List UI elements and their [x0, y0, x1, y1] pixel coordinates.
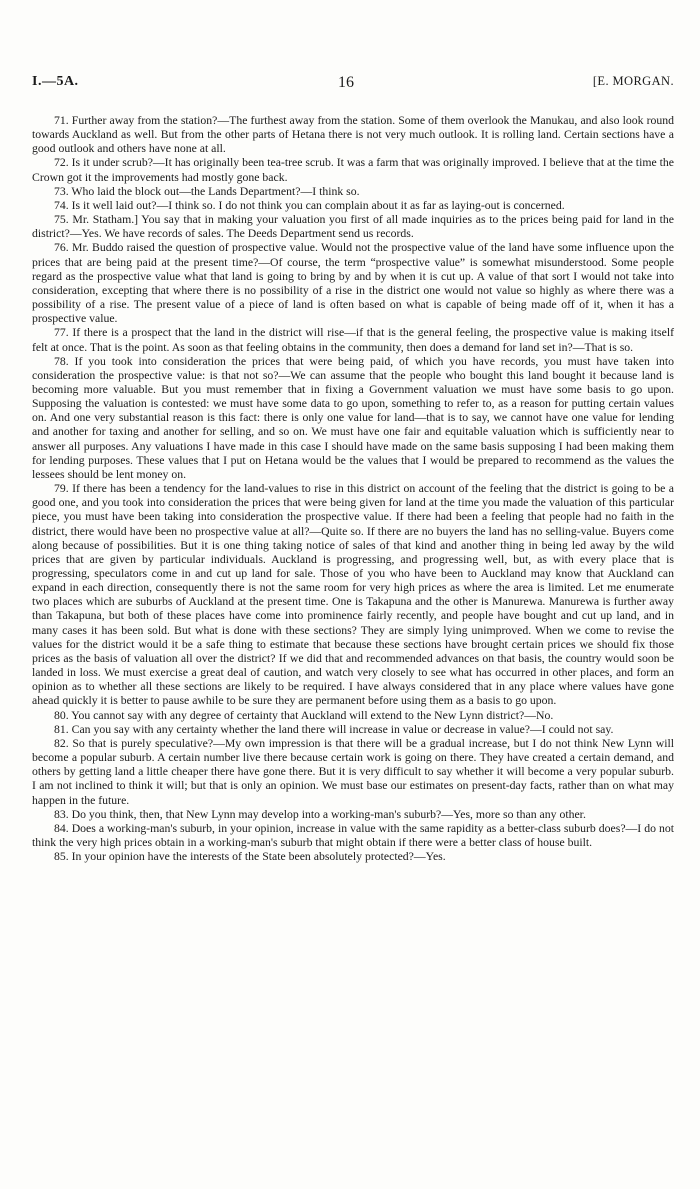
paragraph-73: 73. Who laid the block out—the Lands Department?—I think so.	[54, 184, 360, 198]
paragraph-80: 80. You cannot say with any degree of certainty that Auckland will extend to the New Lynn district?—No.	[54, 708, 554, 722]
paragraph-77: 77. If there is a prospect that the land in the district will rise—if that is the general feeling, the prospective value is making itself felt at once. That is the point. As soon as that feeling obtains in the community, then does a demand for land set in?—That is so.	[32, 326, 674, 354]
paragraph-75: 75. Mr. Statham.] You say that in making your valuation you first of all made inquiries as to the prices being paid for land in the district?—Yes. We have records of sales. The Deeds Department send us records.	[32, 213, 674, 241]
paragraph-76: 76. Mr. Buddo raised the question of prospective value. Would not the prospective value of the land have some influence upon the prices that are being paid at the present time?—Of course, the term “prospective value” is somewhat misunderstood. Some people regard as the prospective value what that land is going to bring by and by when it is cut up. A value of that sort I would not take into consideration, excepting that where there is no possibility of a rise in the district one would not value so highly as where there was a possibility of a rise. The present value of a piece of land is often based on what is capable of being made off of it, when it has a prospective value.	[32, 241, 674, 326]
witness-name: [E. MORGAN.	[592, 74, 674, 88]
paragraph-82: 82. So that is purely speculative?—My own impression is that there will be a gradual increase, but I do not think New Lynn will become a popular suburb. A certain number live there because certain work is going on there. They have created a certain demand, and others by getting land a little cheaper there have gone there. But it is very difficult to say whether it will become a very popular suburb. I am not inclined to think it will; but that is only an opinion. We must base our estimates on present-day facts, rather than on what may happen in the future.	[32, 736, 674, 807]
paragraph-79: 79. If there has been a tendency for the land-values to rise in this district on account of the feeling that the district is going to be a good one, and you took into consideration the prices that were being given for land at the time you made the valuation of this particular piece, you must have been taking into consideration the prospective value. If there had been a feeling that people had no faith in the district, there would have been no prospective value at all?—Quite so. If there are no buyers the land has no selling-value. Buyers come along because of possibilities. But it is one thing taking notice of sales of that kind and another thing in being led away by the wild prices that are given by particular individuals. Auckland is progressing, and progressing well, but, as with every place that is progressing, speculators come in and cut up land for sale. Those of you who have been to Auckland may know that Auckland can expand in each direction, consequently there is not the same room for very high prices as where the area is limited. Let me enumerate two places which are suburbs of Auckland at the present time. One is Takapuna and the other is Manurewa. Manurewa is further away than Takapuna, but both of these places have come into prominence fairly recently, and people have bought and cut up land, and in many cases it has been sold. But what is done with these sections? They are simply lying unimproved. When we come to revise the values for the district would it be a safe thing to estimate that because these sections have brought certain prices we should fix those prices as the basis of valuation all over the district? If we did that and recommended advances on that basis, the country would soon be landed in loss. We must exercise a great deal of caution, and watch very closely to see what has occurred in other places, and form an opinion as to whether all these sections are likely to be required. I have always considered that in any place where values have gone ahead quickly it is better to pause awhile to be sure they are permanent before using them as a basis to go upon.	[32, 482, 674, 708]
paragraph-71: 71. Further away from the station?—The furthest away from the station. Some of them overlook the Manukau, and also look round towards Auckland as well. But from the other parts of Hetana there is not very much outlook. It is rolling land. Certain sections have a good outlook and others have none at all.	[32, 114, 674, 156]
page-number: 16	[338, 74, 354, 91]
paragraph-85: 85. In your opinion have the interests of the State been absolutely protected?—Yes.	[54, 850, 446, 864]
paragraph-84: 84. Does a working-man's suburb, in your opinion, increase in value with the same rapidity as a better-class suburb does?—I do not think the very high prices obtain in a working-man's suburb that might obtain if there were a better class of house built.	[32, 821, 674, 849]
paragraph-74: 74. Is it well laid out?—I think so. I do not think you can complain about it as far as laying-out is concerned.	[54, 198, 565, 212]
paragraph-83: 83. Do you think, then, that New Lynn may develop into a working-man's suburb?—Yes, more so than any other.	[54, 807, 586, 821]
paragraph-72: 72. Is it under scrub?—It has originally been tea-tree scrub. It was a farm that was originally improved. I believe that at the time the Crown got it the improvements had mostly gone back.	[32, 156, 674, 184]
page-header	[32, 74, 674, 96]
document-reference: I.—5A.	[32, 74, 79, 89]
testimony-body	[32, 114, 674, 864]
paragraph-78: 78. If you took into consideration the prices that were being paid, of which you have records, you must have taken into consideration the prospective value: is that not so?—We can assume that the people who bought this land bought it because land is becoming more valuable. But you must remember that in fixing a Government valuation we must have some basis to go upon. Supposing the valuation is contested: we must have some data to go upon, something to refer to, as a reason for putting certain values on. And one very substantial reason is this fact: there is only one value for land—that is to say, we cannot have one value for lending and another for taxing and another for selling, and so on. We must have one fair and equitable valuation which is sufficiently near to answer all purposes. Any valuations I have made in this case I should have made on the same basis supposing I had been making them for lending purposes. These values that I put on Hetana would be the values that I would be prepared to recommend as the values the lessees should be lent money on.	[32, 354, 674, 481]
paragraph-81: 81. Can you say with any certainty whether the land there will increase in value or decrease in value?—I could not say.	[54, 722, 614, 736]
